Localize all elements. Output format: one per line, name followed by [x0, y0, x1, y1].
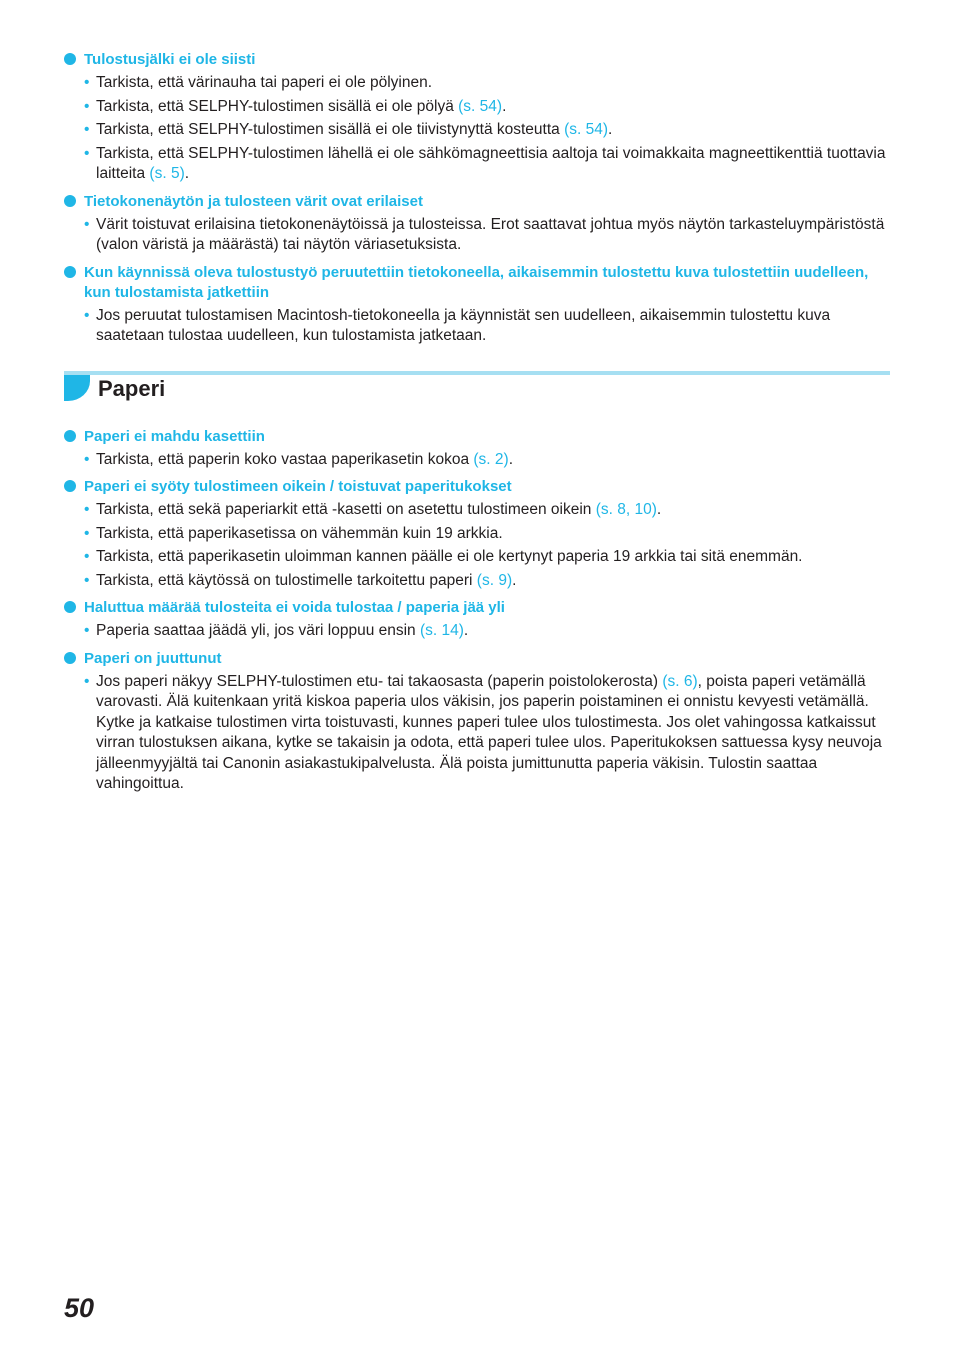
page-reference-link[interactable]: (s. 54) [564, 121, 609, 138]
solution-text: Tarkista, että käytössä on tulostimelle tarkoitettu paperi [96, 571, 477, 589]
solution-text: Tarkista, että SELPHY-tulostimen sisällä ei ole tiivistynyttä kosteutta [96, 121, 565, 138]
circle-bullet-icon [64, 195, 76, 207]
manual-page [64, 50, 890, 795]
troubleshooting-item [64, 649, 890, 795]
solution-item [84, 73, 890, 94]
solution-list [84, 73, 890, 185]
solution-text: Tarkista, että sekä paperiarkit että -kasetti on asetettu tulostimeen oikein [96, 501, 596, 518]
solution-item [84, 621, 890, 642]
troubleshooting-list-print-quality [64, 50, 890, 347]
page-reference-link[interactable]: (s. 8, 10) [595, 501, 657, 518]
solution-list [84, 500, 890, 591]
troubleshooting-list-paper [64, 427, 890, 795]
page-reference-link[interactable]: (s. 14) [419, 622, 464, 639]
solution-text: Tarkista, että värinauha tai paperi ei ole pölyinen. [96, 74, 433, 91]
troubleshooting-item [64, 263, 890, 347]
page-reference-link[interactable]: (s. 54) [458, 97, 503, 115]
solution-text: Jos paperi näkyy SELPHY-tulostimen etu- tai takaosasta (paperin poistolokerosta) [96, 672, 663, 690]
solution-text-continued: . [512, 571, 517, 589]
solution-text: Tarkista, että paperikasetissa on vähemmän kuin 19 arkkia. [96, 524, 503, 542]
solution-text: Värit toistuvat erilaisina tietokonenäytöissä ja tulosteissa. Erot saattavat johtua myös näytön tarkasteluympäristöstä (valon väristä ja määrästä) tai näytön väriasetuksista. [96, 215, 885, 253]
solution-list [84, 672, 890, 795]
solution-item [84, 571, 890, 592]
solution-item [84, 120, 890, 141]
troubleshooting-item [64, 50, 890, 185]
section-flag-icon [64, 375, 90, 401]
solution-text: Paperia saattaa jäädä yli, jos väri loppuu ensin [96, 622, 420, 639]
issue-heading: Paperi ei syöty tulostimeen oikein / toistuvat paperitukokset [84, 478, 512, 495]
circle-bullet-icon [64, 480, 76, 492]
circle-bullet-icon [64, 430, 76, 442]
solution-text-continued: . [502, 97, 507, 115]
issue-heading: Haluttua määrää tulosteita ei voida tulostaa / paperia jää yli [84, 599, 505, 616]
solution-list [84, 306, 890, 347]
solution-item [84, 450, 890, 471]
section-header-paper [64, 371, 890, 405]
troubleshooting-item [64, 477, 890, 591]
solution-text: Jos peruutat tulostamisen Macintosh-tietokoneella ja käynnistät sen uudelleen, aikaisemmin tulostettu kuva saatetaan tulostaa uudelleen, kun tulostamista jatketaan. [96, 306, 831, 344]
solution-text-continued: . [508, 450, 514, 468]
solution-item [84, 306, 890, 347]
solution-text-continued: , poista paperi vetämällä varovasti. Älä kuitenkaan yritä kiskoa paperia ulos väkisin, jos paperin poistaminen ei onnistu kevyesti vetämällä. Kytke ja katkaise tulostimen virta toistuvasti, kunnes paperi tulee ulos tulostimesta. Jos olet vahingossa katkaissut virran tulostuksen aikana, kytke se takaisin ja odota, että paperi tulee ulos. Paperitukoksen sattuessa kysy neuvoja jälleenmyyjältä tai Canonin asiakastukipalvelusta. Älä poista jumittunutta paperia väkisin. Tulostin saattaa vahingoittua. [96, 672, 882, 792]
solution-text-continued: . [184, 165, 190, 182]
solution-text: Tarkista, että paperikasetin uloimman kannen päälle ei ole kertynyt paperia 19 arkkia tai sitä enemmän. [96, 548, 803, 565]
solution-item [84, 215, 890, 256]
solution-list [84, 215, 890, 256]
solution-item [84, 144, 890, 185]
circle-bullet-icon [64, 601, 76, 613]
circle-bullet-icon [64, 652, 76, 664]
troubleshooting-item [64, 598, 890, 642]
issue-heading: Tietokonenäytön ja tulosteen värit ovat erilaiset [84, 192, 423, 210]
solution-text-continued: . [656, 501, 662, 518]
page-reference-link[interactable]: (s. 9) [476, 571, 513, 589]
solution-text: Tarkista, että SELPHY-tulostimen lähellä ei ole sähkömagneettisia aaltoja tai voimakkaita magneettikenttiä tuottavia laitteita [96, 144, 886, 182]
page-reference-link[interactable]: (s. 5) [149, 165, 185, 182]
issue-heading: Paperi ei mahdu kasettiin [84, 427, 265, 445]
circle-bullet-icon [64, 53, 76, 65]
solution-item [84, 547, 890, 568]
solution-item [84, 524, 890, 545]
page-number: 50 [64, 1293, 95, 1323]
solution-text-continued: . [463, 622, 469, 639]
solution-item [84, 97, 890, 118]
solution-text: Tarkista, että paperin koko vastaa paperikasetin kokoa [96, 450, 474, 468]
issue-heading: Kun käynnissä oleva tulostustyö peruutettiin tietokoneella, aikaisemmin tulostettu kuva tulostettiin uudelleen, kun tulostamista jatkettiin [84, 263, 869, 301]
section-title: Paperi [98, 375, 166, 401]
solution-list [84, 621, 890, 642]
solution-text: Tarkista, että SELPHY-tulostimen sisällä ei ole pölyä [96, 97, 459, 115]
solution-text-continued: . [608, 121, 613, 138]
issue-heading: Paperi on juuttunut [84, 649, 222, 667]
circle-bullet-icon [64, 266, 76, 278]
page-reference-link[interactable]: (s. 2) [473, 450, 509, 468]
solution-item [84, 672, 890, 795]
solution-item [84, 500, 890, 521]
troubleshooting-item [64, 192, 890, 256]
solution-list [84, 450, 890, 471]
page-reference-link[interactable]: (s. 6) [662, 672, 698, 690]
issue-heading: Tulostusjälki ei ole siisti [84, 51, 256, 68]
troubleshooting-item [64, 427, 890, 471]
